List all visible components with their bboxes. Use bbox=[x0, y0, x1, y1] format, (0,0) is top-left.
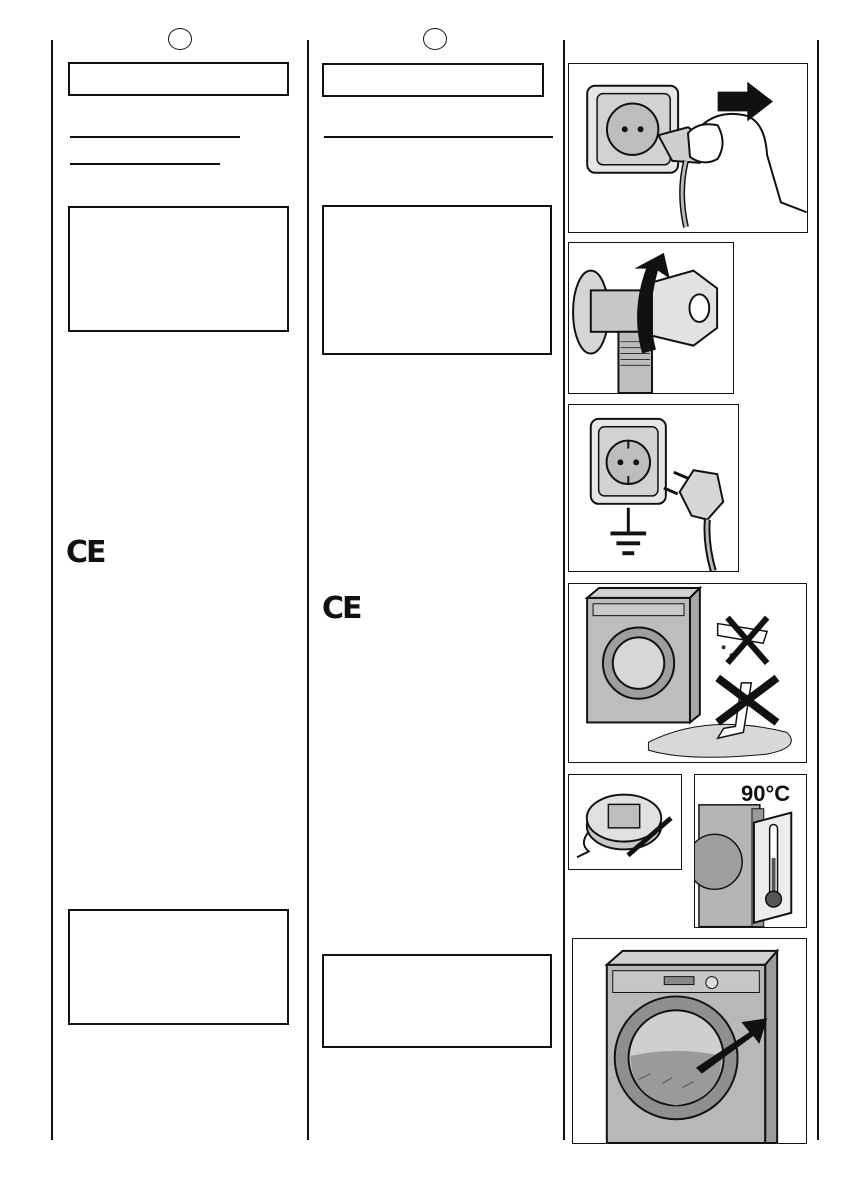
earth-ground-icon bbox=[568, 404, 739, 572]
warning-box-middle-top bbox=[322, 205, 552, 355]
heading-underline-left-1 bbox=[70, 136, 240, 138]
warning-box-middle-bottom bbox=[322, 954, 552, 1048]
temperature-label: 90°C bbox=[741, 781, 791, 806]
column-divider-left bbox=[51, 40, 53, 1140]
ce-mark-middle: CE bbox=[322, 591, 361, 626]
column-divider-far-right bbox=[817, 40, 819, 1140]
warning-box-left-top bbox=[68, 206, 289, 332]
section-title-box-left bbox=[68, 62, 289, 96]
heading-underline-left-2 bbox=[70, 163, 220, 165]
language-badge-middle bbox=[423, 28, 447, 50]
no-extension-reel-icon bbox=[568, 774, 682, 870]
ce-mark-left: CE bbox=[66, 535, 105, 570]
heading-underline-middle bbox=[324, 136, 553, 138]
language-badge-left bbox=[168, 28, 192, 50]
column-divider-right bbox=[563, 40, 565, 1140]
unplug-icon bbox=[568, 63, 808, 233]
section-title-box-middle bbox=[322, 63, 544, 97]
thermometer-icon bbox=[694, 774, 807, 928]
column-divider-middle bbox=[307, 40, 309, 1140]
water-tap-icon bbox=[568, 242, 734, 394]
no-wet-barefoot-icon bbox=[568, 583, 807, 763]
door-glass-hot-icon bbox=[572, 938, 807, 1144]
warning-box-left-bottom bbox=[68, 909, 289, 1025]
